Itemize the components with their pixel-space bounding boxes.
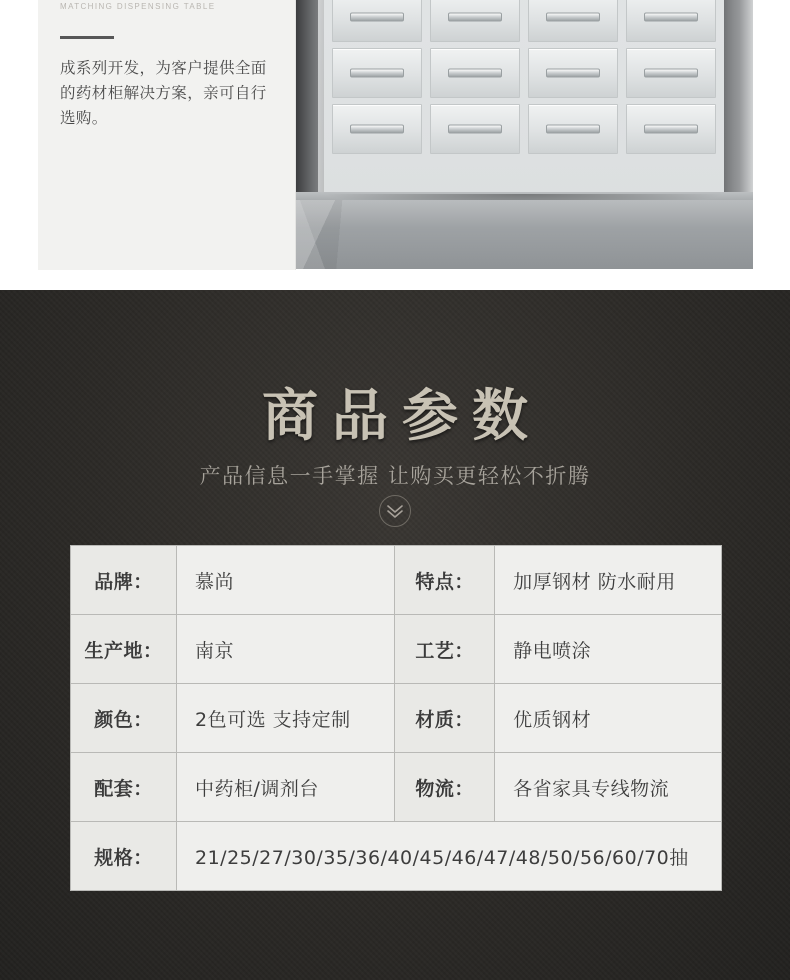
intro-text-card [38,0,296,270]
drawer-handle-icon [546,69,600,78]
drawer-handle-icon [350,13,404,22]
drawer-handle-icon [546,13,600,22]
spec-value: 21/25/27/30/35/36/40/45/46/47/48/50/56/60/70抽 [177,822,722,891]
drawer [430,0,520,42]
photo-right-wall [719,0,753,210]
spec-label: 配套： [71,753,177,822]
drawer-handle-icon [644,125,698,134]
spec-label: 材质： [395,684,495,753]
table-row [71,546,722,615]
spec-value: 加厚钢材 防水耐用 [495,546,722,615]
spec-label: 生产地： [71,615,177,684]
spec-label: 颜色： [71,684,177,753]
drawer [528,48,618,98]
spec-label: 品牌： [71,546,177,615]
spec-value: 中药柜/调剂台 [177,753,395,822]
drawer-handle-icon [448,13,502,22]
drawer [332,0,422,42]
drawer [332,104,422,154]
drawer [430,104,520,154]
intro-eyebrow: MATCHING DISPENSING TABLE [60,2,216,11]
spec-value: 静电喷涂 [495,615,722,684]
spec-table [70,545,722,891]
photo-floor [296,200,753,269]
drawer-grid [332,0,716,154]
intro-divider [60,36,114,39]
params-title: 商品参数 [262,384,542,449]
drawer [528,0,618,42]
drawer [528,104,618,154]
drawer-handle-icon [350,125,404,134]
drawer [332,48,422,98]
drawer-handle-icon [644,69,698,78]
drawer-handle-icon [644,13,698,22]
spec-value: 慕尚 [177,546,395,615]
table-row [71,615,722,684]
table-row [71,753,722,822]
double-chevron-down-icon [379,495,411,527]
spec-label: 特点： [395,546,495,615]
spec-value: 2色可选 支持定制 [177,684,395,753]
intro-description: 成系列开发，为客户提供全面的药材柜解决方案，亲可自行选购。 [60,59,267,127]
product-params-section [0,290,790,980]
cabinet-photo [296,0,753,269]
spec-label: 物流： [395,753,495,822]
intro-section [0,0,790,290]
photo-left-shadow [296,0,318,210]
table-row [71,822,722,891]
spec-label: 工艺： [395,615,495,684]
drawer [430,48,520,98]
params-subtitle: 产品信息一手掌握 让购买更轻松不折腾 [199,464,591,488]
drawer-handle-icon [350,69,404,78]
spec-label: 规格： [71,822,177,891]
spec-value: 各省家具专线物流 [495,753,722,822]
drawer-handle-icon [546,125,600,134]
spec-value: 南京 [177,615,395,684]
drawer-handle-icon [448,69,502,78]
table-row [71,684,722,753]
drawer [626,48,716,98]
drawer-handle-icon [448,125,502,134]
spec-value: 优质钢材 [495,684,722,753]
medicine-cabinet [324,0,724,200]
drawer [626,104,716,154]
drawer [626,0,716,42]
